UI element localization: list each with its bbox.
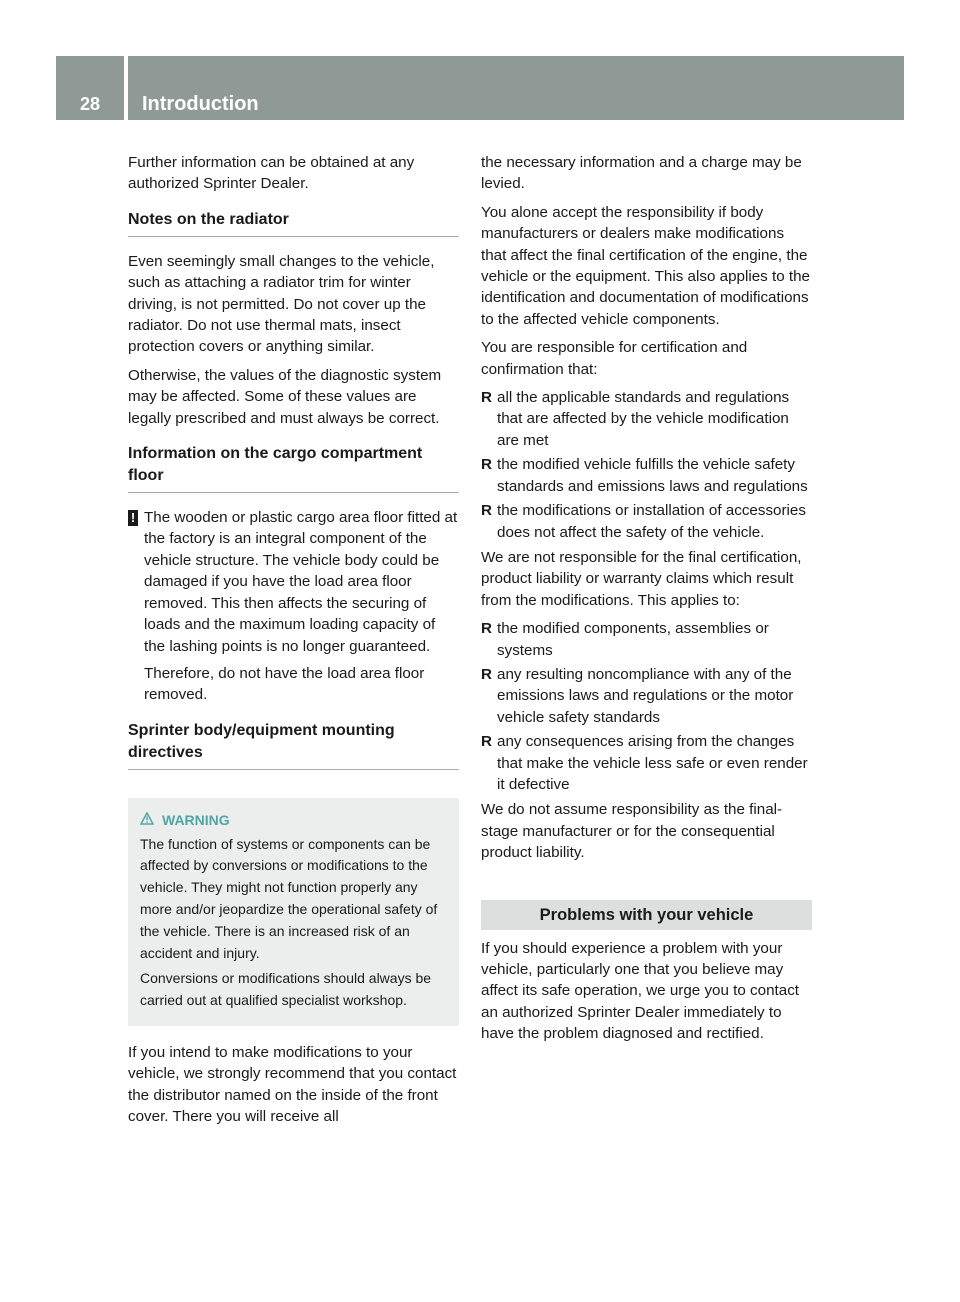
problems-paragraph: If you should experience a problem with your vehicle, particularly one that you believe may affect its safe operation, we urge you to contact an authorized Sprinter Dealer immediately to have the problem diagnosed and rectified. <box>481 939 800 1043</box>
certification-list <box>481 387 812 543</box>
bullet-icon: R <box>481 620 492 638</box>
warning-label: WARNING <box>162 811 230 828</box>
cargo-note-paragraph-2: Therefore, do not have the load area floor removed. <box>144 664 425 704</box>
problems-section-heading: Problems with your vehicle <box>481 900 812 930</box>
cargo-floor-heading: Information on the cargo compartment floor <box>128 443 459 493</box>
warning-paragraph-2: Conversions or modifications should always be carried out at qualified specialist workshop. <box>140 970 432 1009</box>
header-divider <box>124 56 128 120</box>
warning-header <box>140 810 447 832</box>
exclamation-icon: ! <box>128 510 138 526</box>
list-item: R the modifications or installation of accessories does not affect the safety of the vehicle. <box>481 502 806 541</box>
warning-box <box>128 798 459 1026</box>
warning-triangle-icon <box>140 810 154 832</box>
cargo-note-paragraph-1: The wooden or plastic cargo area floor fitted at the factory is an integral component of the vehicle structure. The vehicle body could be damaged if you have the load area floor removed. This then affects the securing of loads and the maximum loading capacity of the lashing points is no longer guaranteed. <box>144 509 458 655</box>
page-header <box>56 56 904 120</box>
list-item: R all the applicable standards and regulations that are affected by the vehicle modification are met <box>481 389 790 449</box>
radiator-heading: Notes on the radiator <box>128 209 459 237</box>
page-number: 28 <box>79 94 101 114</box>
closing-paragraph: If you intend to make modifications to your vehicle, we strongly recommend that you contact the distributor named on the inside of the front cover. There you will receive all <box>128 1043 457 1126</box>
responsibility-paragraph: You alone accept the responsibility if body manufacturers or dealers make modifications that affect the final certification of the engine, the vehicle or the equipment. This also applies to the identification and documentation of modifications to the affected vehicle components. <box>481 203 810 328</box>
final-stage-paragraph: We do not assume responsibility as the final-stage manufacturer or for the consequential product liability. <box>481 801 783 862</box>
mounting-directives-heading: Sprinter body/equipment mounting directives <box>128 720 459 770</box>
bullet-icon: R <box>481 456 492 474</box>
left-column <box>128 152 459 1135</box>
list-item: R any resulting noncompliance with any of the emissions laws and regulations or the motor vehicle safety standards <box>481 665 794 726</box>
radiator-paragraph-2: Otherwise, the values of the diagnostic system may be affected. Some of these values are legally prescribed and must always be correct. <box>128 366 442 427</box>
continuation-paragraph: the necessary information and a charge may be levied. <box>481 154 802 193</box>
intro-paragraph: Further information can be obtained at any authorized Sprinter Dealer. <box>128 154 415 193</box>
certification-paragraph: You are responsible for certification and confirmation that: <box>481 339 748 378</box>
list-item: R the modified components, assemblies or systems <box>481 620 769 659</box>
warning-paragraph-1: The function of systems or components can be affected by conversions or modifications to the vehicle. They might not function properly any more and/or jeopardize the operational safety of the vehicle. There is an increased risk of an accident and injury. <box>140 835 438 961</box>
not-responsible-paragraph: We are not responsible for the final certification, product liability or warranty claims which result from the modifications. This applies to: <box>481 548 802 609</box>
radiator-paragraph-1: Even seemingly small changes to the vehicle, such as attaching a radiator trim for winter driving, is not permitted. Do not cover up the radiator. Do not use thermal mats, insect protection covers or anything similar. <box>128 252 435 356</box>
bullet-icon: R <box>481 389 492 407</box>
bullet-icon: R <box>481 733 492 751</box>
applies-to-list <box>481 618 812 795</box>
right-column <box>481 152 812 1052</box>
cargo-floor-note <box>128 507 459 706</box>
list-item: R any consequences arising from the changes that make the vehicle less safe or even render it defective <box>481 733 808 793</box>
chapter-title: Introduction <box>142 93 259 115</box>
list-item: R the modified vehicle fulfills the vehicle safety standards and emissions laws and regulations <box>481 456 808 495</box>
bullet-icon: R <box>481 502 492 520</box>
bullet-icon: R <box>481 665 492 683</box>
